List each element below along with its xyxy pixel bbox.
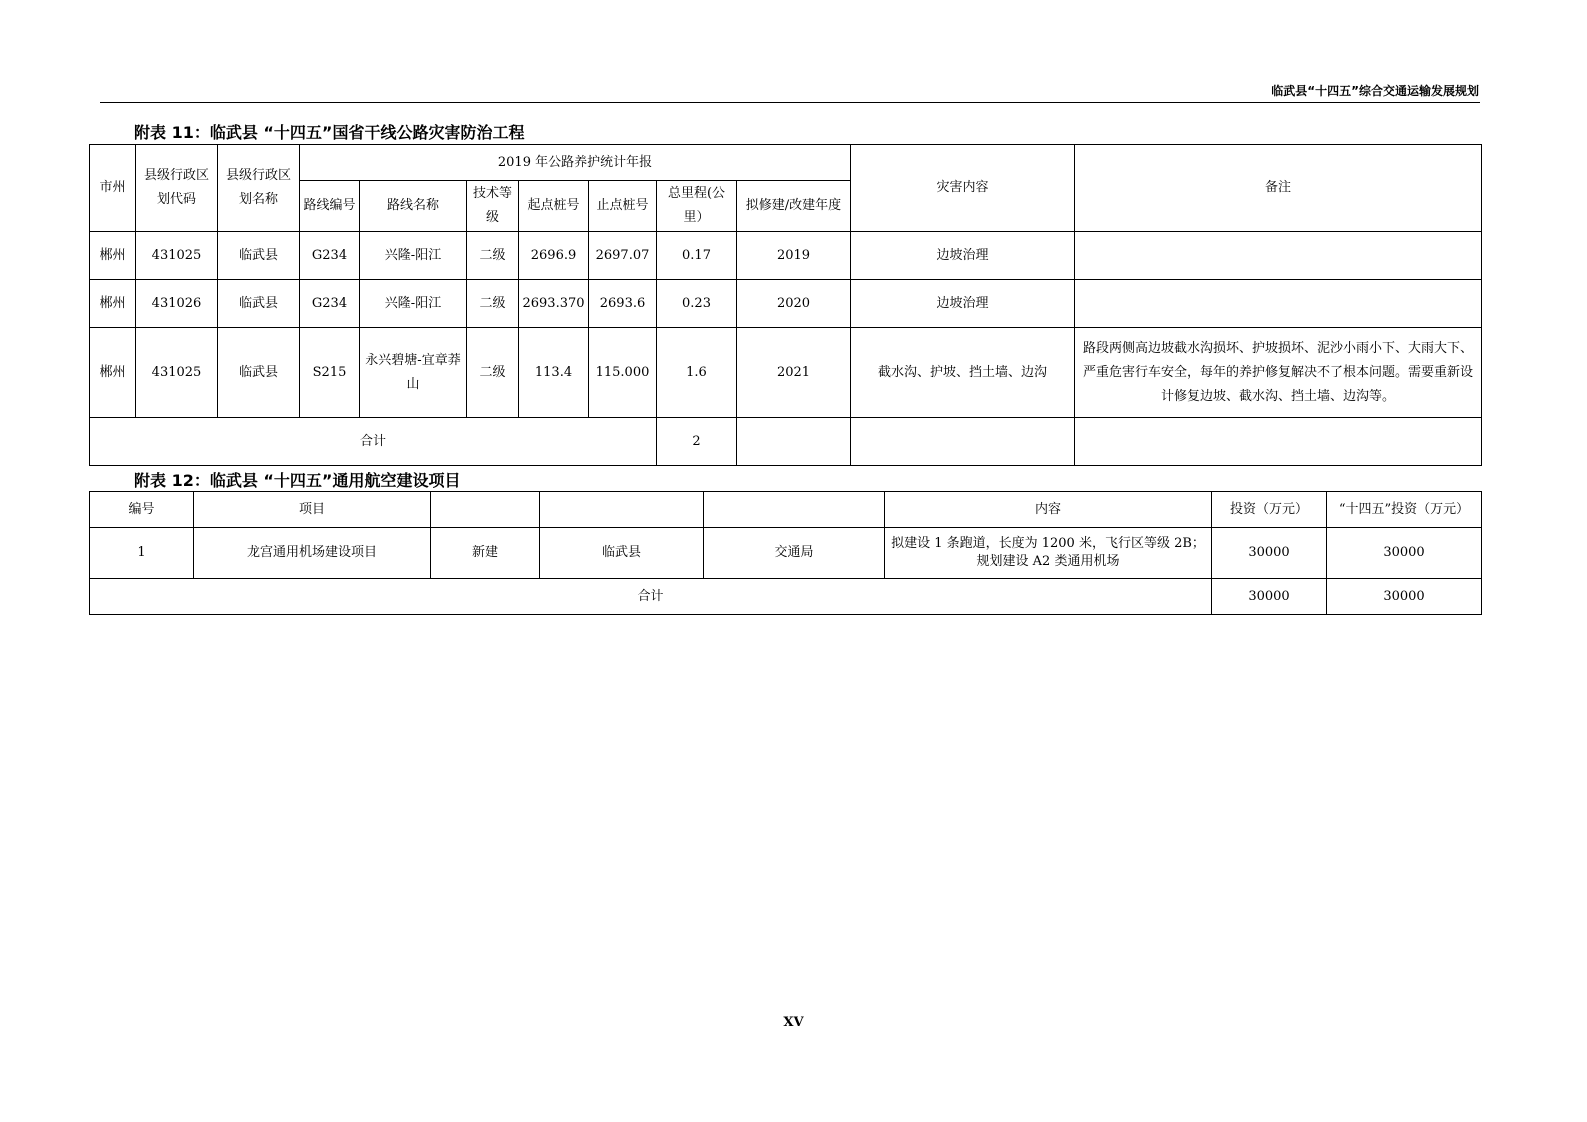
col-header-investment: 投资（万元） — [1212, 492, 1327, 528]
col-header-county-code: 县级行政区划代码 — [136, 145, 218, 232]
col-header-project: 项目 — [194, 492, 431, 528]
total-label: 合计 — [90, 579, 1212, 615]
total-investment-145: 30000 — [1327, 579, 1482, 615]
col-header-mileage: 总里程(公里） — [657, 181, 737, 232]
col-header-end: 止点桩号 — [589, 181, 657, 232]
col-header-content: 内容 — [885, 492, 1212, 528]
total-label: 合计 — [90, 418, 657, 466]
cell-city: 郴州 — [90, 280, 136, 328]
cell-grade: 二级 — [467, 280, 519, 328]
col-header-grade: 技术等级 — [467, 181, 519, 232]
cell-disaster: 边坡治理 — [851, 232, 1075, 280]
cell-type: 新建 — [431, 528, 540, 579]
table12-caption: 附表 12：临武县 “十四五”通用航空建设项目 — [134, 471, 461, 490]
table-row — [90, 528, 1482, 579]
total-empty — [1075, 418, 1482, 466]
cell-grade: 二级 — [467, 328, 519, 418]
cell-remark: 路段两侧高边坡截水沟损坏、护坡损坏、泥沙小雨小下、大雨大下、严重危害行车安全，每年的养护修复解决不了根本问题。需要重新设计修复边坡、截水沟、挡土墙、边沟等。 — [1075, 328, 1482, 418]
total-row — [90, 418, 1482, 466]
cell-code: 431025 — [136, 232, 218, 280]
cell-city: 郴州 — [90, 328, 136, 418]
cell-code: 431026 — [136, 280, 218, 328]
aviation-projects-table — [89, 491, 1482, 615]
col-header-route-no: 路线编号 — [300, 181, 360, 232]
cell-remark — [1075, 280, 1482, 328]
cell-mileage: 0.23 — [657, 280, 737, 328]
col-header-county-name: 县级行政区划名称 — [218, 145, 300, 232]
table-row — [90, 232, 1482, 280]
cell-start: 2693.370 — [519, 280, 589, 328]
cell-start: 113.4 — [519, 328, 589, 418]
table-row — [90, 328, 1482, 418]
cell-location: 临武县 — [540, 528, 704, 579]
cell-end: 115.000 — [589, 328, 657, 418]
total-empty — [737, 418, 851, 466]
col-header-investment-145: “十四五”投资（万元） — [1327, 492, 1482, 528]
total-investment: 30000 — [1212, 579, 1327, 615]
cell-name: 临武县 — [218, 280, 300, 328]
col-header-no: 编号 — [90, 492, 194, 528]
cell-year: 2020 — [737, 280, 851, 328]
cell-content: 拟建设 1 条跑道，长度为 1200 米，飞行区等级 2B；规划建设 A2 类通用机场 — [885, 528, 1212, 579]
page-number: XV — [783, 1015, 804, 1030]
cell-route-no: S215 — [300, 328, 360, 418]
cell-disaster: 边坡治理 — [851, 280, 1075, 328]
col-header-disaster: 灾害内容 — [851, 145, 1075, 232]
cell-route-name: 兴隆-阳江 — [360, 232, 467, 280]
cell-route-name: 兴隆-阳江 — [360, 280, 467, 328]
cell-investment: 30000 — [1212, 528, 1327, 579]
cell-investment-145: 30000 — [1327, 528, 1482, 579]
cell-route-name: 永兴碧塘-宜章莽山 — [360, 328, 467, 418]
col-header-city: 市州 — [90, 145, 136, 232]
cell-route-no: G234 — [300, 280, 360, 328]
total-mileage: 2 — [657, 418, 737, 466]
cell-mileage: 0.17 — [657, 232, 737, 280]
table-row — [90, 280, 1482, 328]
header-divider — [100, 102, 1480, 103]
cell-end: 2697.07 — [589, 232, 657, 280]
cell-city: 郴州 — [90, 232, 136, 280]
cell-code: 431025 — [136, 328, 218, 418]
cell-unit: 交通局 — [704, 528, 885, 579]
cell-start: 2696.9 — [519, 232, 589, 280]
cell-year: 2021 — [737, 328, 851, 418]
cell-end: 2693.6 — [589, 280, 657, 328]
total-empty — [851, 418, 1075, 466]
cell-name: 临武县 — [218, 328, 300, 418]
cell-name: 临武县 — [218, 232, 300, 280]
cell-remark — [1075, 232, 1482, 280]
cell-route-no: G234 — [300, 232, 360, 280]
col-header-remark: 备注 — [1075, 145, 1482, 232]
col-header-blank — [540, 492, 704, 528]
cell-no: 1 — [90, 528, 194, 579]
disaster-prevention-table — [89, 144, 1482, 466]
col-header-blank — [704, 492, 885, 528]
total-row — [90, 579, 1482, 615]
document-title: 临武县“十四五”综合交通运输发展规划 — [1271, 84, 1479, 98]
cell-project: 龙宫通用机场建设项目 — [194, 528, 431, 579]
table11-caption: 附表 11：临武县 “十四五”国省干线公路灾害防治工程 — [134, 123, 525, 142]
col-header-blank — [431, 492, 540, 528]
cell-grade: 二级 — [467, 232, 519, 280]
col-header-year: 拟修建/改建年度 — [737, 181, 851, 232]
col-header-start: 起点桩号 — [519, 181, 589, 232]
col-header-route-name: 路线名称 — [360, 181, 467, 232]
cell-mileage: 1.6 — [657, 328, 737, 418]
cell-year: 2019 — [737, 232, 851, 280]
col-header-group: 2019 年公路养护统计年报 — [300, 145, 851, 181]
cell-disaster: 截水沟、护坡、挡土墙、边沟 — [851, 328, 1075, 418]
